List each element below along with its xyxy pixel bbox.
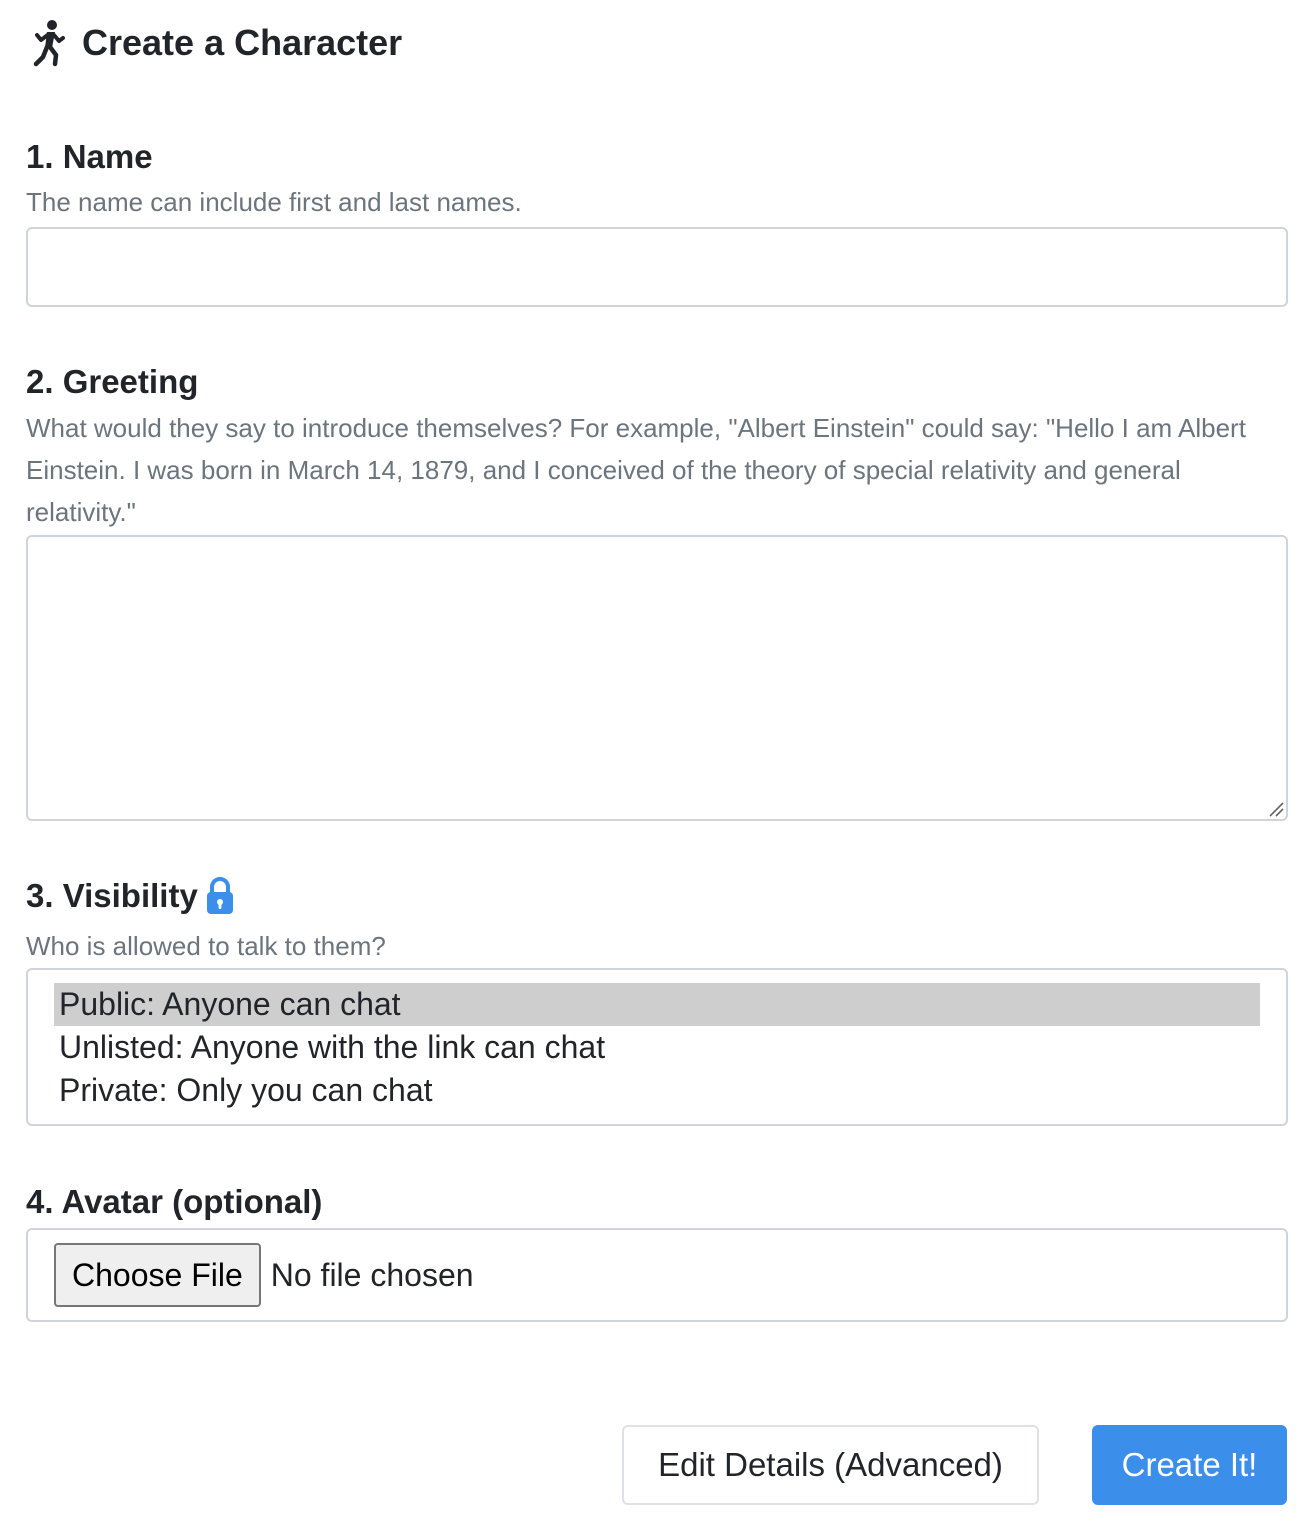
greeting-help-text: What would they say to introduce themselves? For example, "Albert Einstein" could say: "Hello I am Albert Einstein. I was born in March 14, 1879, and I conceived of the theory of special relativity and general relativity." xyxy=(26,413,1246,527)
create-button[interactable]: Create It! xyxy=(1092,1425,1287,1505)
visibility-option-unlisted[interactable]: Unlisted: Anyone with the link can chat xyxy=(59,1029,606,1065)
name-help-text: The name can include first and last names. xyxy=(26,187,522,217)
choose-file-button[interactable]: Choose File xyxy=(54,1243,261,1307)
visibility-heading-row xyxy=(26,876,1288,916)
page-header xyxy=(28,18,402,68)
name-input[interactable] xyxy=(26,227,1288,307)
greeting-textarea[interactable] xyxy=(26,535,1288,821)
avatar-section xyxy=(26,1182,1288,1322)
avatar-heading: 4. Avatar (optional) xyxy=(26,1183,323,1220)
visibility-help-text: Who is allowed to talk to them? xyxy=(26,931,386,961)
visibility-heading: 3. Visibility xyxy=(26,877,198,914)
visibility-option-public[interactable]: Public: Anyone can chat xyxy=(54,983,1260,1026)
file-status-text: No file chosen xyxy=(270,1256,474,1293)
resize-handle-icon[interactable] xyxy=(1266,799,1284,817)
edit-details-advanced-button[interactable]: Edit Details (Advanced) xyxy=(622,1425,1039,1505)
visibility-select[interactable] xyxy=(26,968,1288,1126)
greeting-section xyxy=(26,362,1288,821)
greeting-textarea-wrapper xyxy=(26,535,1288,821)
name-heading: 1. Name xyxy=(26,138,153,175)
visibility-section xyxy=(26,876,1288,1126)
greeting-heading: 2. Greeting xyxy=(26,363,199,400)
avatar-file-input[interactable] xyxy=(26,1228,1288,1322)
visibility-option-private[interactable]: Private: Only you can chat xyxy=(59,1072,433,1108)
page-title: Create a Character xyxy=(82,22,403,63)
lock-icon xyxy=(204,876,236,916)
person-running-icon xyxy=(28,18,68,68)
name-section xyxy=(26,137,1288,307)
